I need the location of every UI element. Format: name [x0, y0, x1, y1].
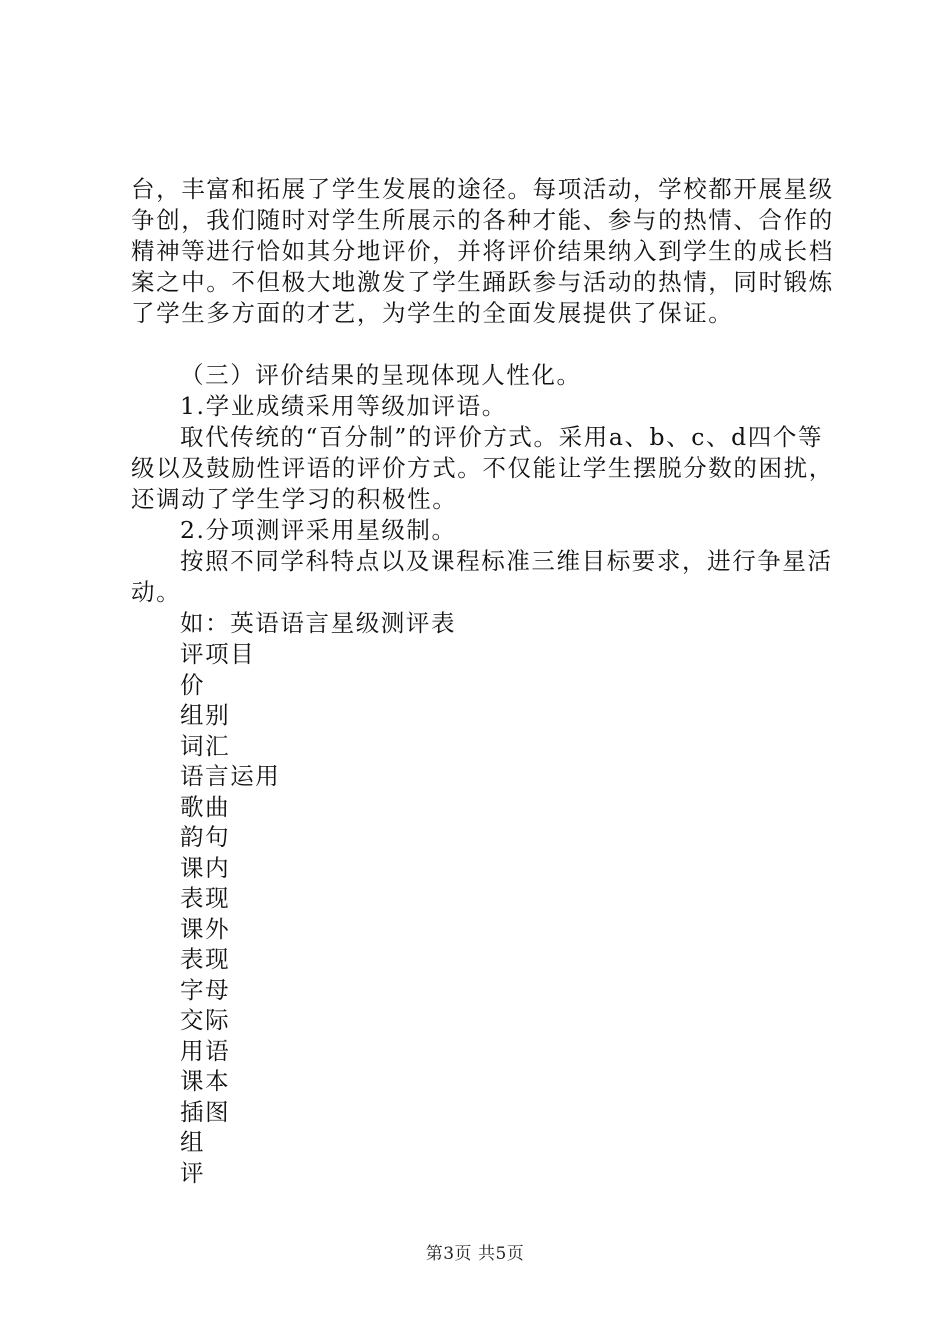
- document-body: [131, 174, 836, 1188]
- paragraph-star-activities: 按照不同学科特点以及课程标准三维目标要求，进行争星活动。: [131, 547, 833, 606]
- section-heading-presentation: （三）评价结果的呈现体现人性化。: [180, 361, 582, 389]
- table-caption: 如：英语语言星级测评表: [180, 609, 457, 637]
- table-label: 表现: [180, 884, 231, 912]
- table-label: 语言运用: [180, 762, 281, 790]
- page-footer: 第3页 共5页: [425, 1244, 525, 1264]
- subheading-grades: 1.学业成绩采用等级加评语。: [180, 392, 507, 420]
- table-label: 韵句: [180, 823, 231, 851]
- table-label: 价: [180, 670, 206, 699]
- table-label: 评: [180, 1158, 206, 1187]
- table-label: 词汇: [180, 731, 231, 760]
- table-label: 课内: [180, 853, 231, 882]
- table-label: 课外: [180, 914, 231, 943]
- table-label: 插图: [180, 1097, 231, 1126]
- table-label: 组别: [180, 701, 231, 729]
- table-label: 组: [180, 1128, 206, 1156]
- table-label: 交际: [180, 1006, 231, 1034]
- table-label: 课本: [180, 1067, 231, 1095]
- table-label: 字母: [180, 975, 231, 1004]
- table-label: 用语: [180, 1036, 231, 1065]
- table-label: 评项目: [180, 640, 256, 668]
- table-label: 歌曲: [180, 792, 231, 821]
- table-label-list: [131, 639, 836, 1188]
- paragraph-activities: 台，丰富和拓展了学生发展的途径。每项活动，学校都开展星级争创，我们随时对学生所展示的各种才能、参与的热情、合作的精神等进行恰如其分地评价，并将评价结果纳入到学生的成长档案之中。不但极大地激发了学生踊跃参与活动的热情，同时锻炼了学生多方面的才艺，为学生的全面发展提供了保证。: [131, 175, 834, 327]
- paragraph-grades: 取代传统的“百分制”的评价方式。采用a、b、c、d四个等级以及鼓励性评语的评价方式。不仅能让学生摆脱分数的困扰，还调动了学生学习的积极性。: [131, 423, 834, 513]
- table-label: 表现: [180, 945, 231, 973]
- subheading-star-rating: 2.分项测评采用星级制。: [180, 516, 457, 544]
